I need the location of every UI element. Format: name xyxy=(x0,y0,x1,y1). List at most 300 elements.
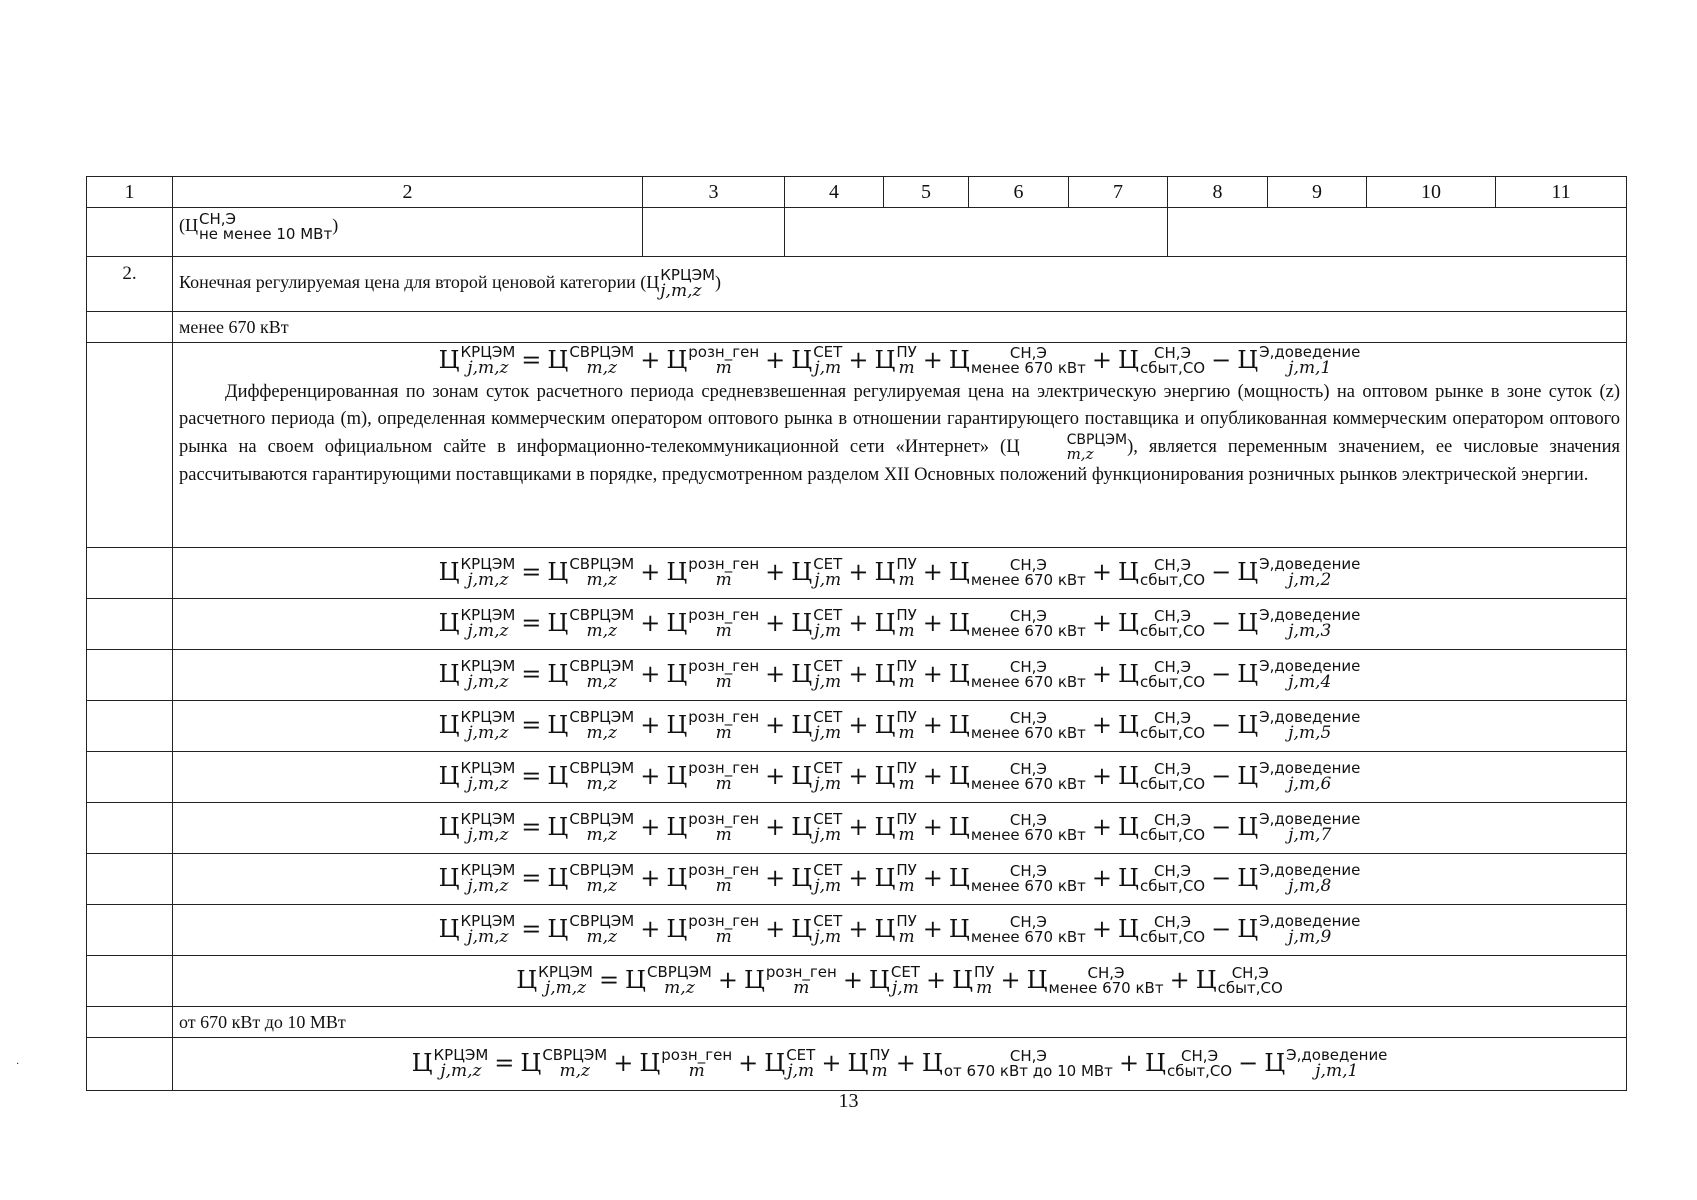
formula-operator: − xyxy=(1211,557,1232,586)
term-superscript: Э,доведение xyxy=(1259,810,1361,828)
term-base: Ц xyxy=(666,914,688,943)
term-superscript: Э,доведение xyxy=(1259,555,1361,573)
formula-term xyxy=(1026,964,1164,997)
subgroup-label: от 670 кВт до 10 МВт xyxy=(173,1007,1627,1038)
formula-term xyxy=(666,861,760,896)
term-subscript: j,m,z xyxy=(467,570,509,590)
term-superscript: ПУ xyxy=(896,810,917,828)
formula-operator: + xyxy=(765,557,786,586)
term-subscript: m,z xyxy=(664,978,695,998)
term-base: Ц xyxy=(666,608,688,637)
formula-operator: + xyxy=(842,965,863,994)
term-subscript: сбыт,СО xyxy=(1139,724,1206,742)
formula-row xyxy=(87,803,1627,854)
formula-operator: + xyxy=(613,1048,634,1077)
formula-operator: − xyxy=(1211,659,1232,688)
term-subscript: сбыт,СО xyxy=(1139,571,1206,589)
term-scripts xyxy=(971,915,1086,945)
term-base: Ц xyxy=(764,1048,786,1077)
term-base: Ц xyxy=(791,659,813,688)
formula-operator: = xyxy=(521,863,542,892)
term-subscript: j,m xyxy=(814,723,842,743)
term-base: Ц xyxy=(438,557,460,586)
term-subscript: m xyxy=(976,978,993,998)
term-base: Ц xyxy=(948,710,970,739)
term-superscript: СЕТ xyxy=(813,810,843,828)
term-superscript: ПУ xyxy=(896,343,917,361)
column-header: 8 xyxy=(1168,177,1268,208)
term-superscript: СВРЦЭМ xyxy=(569,708,635,726)
formula-operator: + xyxy=(640,345,661,374)
term-scripts xyxy=(896,863,916,895)
formula-operator: + xyxy=(738,1048,759,1077)
term-subscript: m,z xyxy=(586,774,617,794)
formula-term xyxy=(868,963,920,998)
term-base: Ц xyxy=(1264,1048,1286,1077)
term-superscript: СН,Э xyxy=(1154,862,1192,880)
term-superscript: СН,Э xyxy=(1231,964,1269,982)
term-scripts xyxy=(971,346,1086,376)
term-base: Ц xyxy=(547,812,569,841)
term-base: Ц xyxy=(547,557,569,586)
term-superscript: розн_ген xyxy=(688,708,760,726)
term-scripts xyxy=(1259,557,1360,589)
formula-operator: + xyxy=(1091,863,1113,892)
term-superscript: СН,Э xyxy=(1154,709,1192,727)
term-subscript: j,m xyxy=(814,774,842,794)
term-superscript: розн_ген xyxy=(688,606,760,624)
formula-operator: = xyxy=(598,965,620,994)
term-scripts xyxy=(974,965,994,997)
term-subscript: j,m xyxy=(814,876,842,896)
formula-term xyxy=(547,759,635,794)
term-subscript: m xyxy=(898,774,915,794)
term-superscript: СН,Э xyxy=(1154,913,1192,931)
term-base: Ц xyxy=(791,812,813,841)
continuation-cell: (Ц СН,Э не менее 10 МВт ) xyxy=(173,208,643,257)
term-base: Ц xyxy=(874,812,896,841)
column-header: 2 xyxy=(173,177,643,208)
section-title: Конечная регулируемая цена для второй ценовой категории (Ц КРЦЭМ j,m,z ) xyxy=(173,257,1627,312)
formula-operator: + xyxy=(717,965,738,994)
term-subscript: сбыт,СО xyxy=(1139,775,1206,793)
formula-operator: + xyxy=(848,761,869,790)
term-scripts xyxy=(461,812,516,844)
formula-operator: + xyxy=(640,557,661,586)
term-superscript: СВРЦЭМ xyxy=(542,1046,608,1064)
term-superscript: СН,Э xyxy=(1009,556,1047,574)
term-superscript: СН,Э xyxy=(1154,811,1192,829)
term-subscript: j,m,4 xyxy=(1288,672,1332,692)
formula-term xyxy=(516,963,593,998)
formula-operator: + xyxy=(640,863,661,892)
formula-term xyxy=(438,759,516,794)
term-scripts xyxy=(1140,711,1205,741)
term-superscript: КРЦЭМ xyxy=(460,912,516,930)
subgroup-label-row xyxy=(87,312,1627,343)
term-scripts xyxy=(461,863,516,895)
formula-operator: + xyxy=(640,608,661,637)
term-superscript: СН,Э xyxy=(1009,607,1047,625)
term-scripts xyxy=(1167,1049,1232,1079)
formula-row xyxy=(87,752,1627,803)
formula-operator: − xyxy=(1238,1048,1259,1077)
term-superscript: КРЦЭМ xyxy=(460,555,516,573)
term-superscript: СН,Э xyxy=(1009,658,1047,676)
term-base: Ц xyxy=(666,863,688,892)
term-base: Ц xyxy=(516,965,538,994)
formula-term xyxy=(1237,810,1361,845)
term-base: Ц xyxy=(438,914,460,943)
term-subscript: m xyxy=(715,621,732,641)
term-base: Ц xyxy=(1237,345,1259,374)
formula-operator: = xyxy=(521,557,542,586)
term-base: Ц xyxy=(1026,965,1048,994)
term-superscript: Э,доведение xyxy=(1259,708,1361,726)
term-superscript: СЕТ xyxy=(813,912,843,930)
formula-operator: + xyxy=(1091,914,1113,943)
formula-term xyxy=(547,657,635,692)
term-subscript: m,z xyxy=(586,358,617,378)
formula-term xyxy=(874,912,917,947)
term-superscript: СН,Э xyxy=(1009,862,1047,880)
formula-term xyxy=(952,963,995,998)
price-formula xyxy=(179,761,1620,793)
formula-term xyxy=(666,810,760,845)
term-base: Ц xyxy=(438,761,460,790)
term-scripts xyxy=(688,812,759,844)
term-scripts xyxy=(869,1048,889,1080)
term-subscript: m,z xyxy=(586,927,617,947)
term-superscript: СН,Э xyxy=(1181,1047,1219,1065)
formula-operator: = xyxy=(521,608,542,637)
section-number: 2. xyxy=(87,257,173,312)
term-base: Ц xyxy=(1118,557,1139,586)
formula-term xyxy=(666,657,760,692)
term-superscript: КРЦЭМ xyxy=(460,343,516,361)
term-base: Ц xyxy=(1118,659,1139,688)
term-base: Ц xyxy=(666,659,688,688)
price-formula xyxy=(179,710,1620,742)
formula-operator: + xyxy=(1118,1048,1140,1077)
formula-term xyxy=(639,1046,733,1081)
term-base: Ц xyxy=(874,914,896,943)
term-superscript: СВРЦЭМ xyxy=(646,963,712,981)
term-subscript: j,m,z xyxy=(467,927,509,947)
term-base: Ц xyxy=(666,345,688,374)
formula-term xyxy=(438,912,516,947)
term-scripts xyxy=(688,345,759,377)
term-scripts xyxy=(461,345,516,377)
term-subscript: m xyxy=(898,672,915,692)
term-superscript: Э,доведение xyxy=(1259,861,1361,879)
formula-term xyxy=(948,811,1086,844)
term-subscript: j,m xyxy=(814,672,842,692)
price-formula xyxy=(179,659,1620,691)
formula-term xyxy=(791,657,843,692)
term-scripts xyxy=(1140,346,1205,376)
term-base: Ц xyxy=(847,1048,869,1077)
term-scripts xyxy=(1218,966,1283,996)
formula-operator: = xyxy=(521,812,542,841)
formula-term xyxy=(874,759,917,794)
term-scripts xyxy=(971,813,1086,843)
term-subscript: j,m,z xyxy=(467,825,509,845)
term-scripts xyxy=(569,557,634,589)
formula-term xyxy=(1118,709,1206,742)
formula-operator: + xyxy=(765,659,786,688)
term-scripts xyxy=(896,345,916,377)
term-scripts xyxy=(1140,558,1205,588)
term-scripts xyxy=(786,1048,815,1080)
term-superscript: КРЦЭМ xyxy=(460,708,516,726)
term-base: Ц xyxy=(1237,557,1259,586)
formula-term xyxy=(791,759,843,794)
term-subscript: сбыт,СО xyxy=(1139,877,1206,895)
term-base: Ц xyxy=(948,659,970,688)
term-subscript: j,m xyxy=(814,621,842,641)
term-scripts xyxy=(569,608,634,640)
term-scripts xyxy=(1259,710,1360,742)
term-scripts xyxy=(891,965,920,997)
formula-term xyxy=(547,912,635,947)
term-scripts xyxy=(569,761,634,793)
term-base: Ц xyxy=(1118,761,1139,790)
term-scripts xyxy=(1140,864,1205,894)
term-base: Ц xyxy=(520,1048,542,1077)
formula-term xyxy=(438,708,516,743)
term-superscript: СЕТ xyxy=(813,708,843,726)
term-superscript: Э,доведение xyxy=(1259,759,1361,777)
term-scripts xyxy=(896,914,916,946)
formula-term xyxy=(874,606,917,641)
formula-operator: + xyxy=(765,345,786,374)
formula-operator: − xyxy=(1211,710,1232,739)
term-subscript: m xyxy=(898,358,915,378)
term-superscript: СЕТ xyxy=(786,1046,816,1064)
term-superscript: КРЦЭМ xyxy=(460,759,516,777)
formula-term xyxy=(666,555,760,590)
formula-operator: + xyxy=(848,345,869,374)
term-scripts xyxy=(813,863,842,895)
formula-term xyxy=(921,1047,1113,1080)
term-base: Ц xyxy=(547,914,569,943)
page-number: 13 xyxy=(838,1090,859,1112)
term-subscript: j,m xyxy=(814,358,842,378)
term-subscript: j,m,3 xyxy=(1288,621,1332,641)
term-scripts xyxy=(688,761,759,793)
term-subscript: m xyxy=(715,672,732,692)
formula-term xyxy=(1118,811,1206,844)
term-base: Ц xyxy=(874,761,896,790)
formula-term xyxy=(948,862,1086,895)
term-scripts xyxy=(688,608,759,640)
term-base: Ц xyxy=(948,608,970,637)
formula-term xyxy=(438,657,516,692)
term-subscript: сбыт,СО xyxy=(1139,622,1206,640)
term-scripts xyxy=(1049,966,1164,996)
term-superscript: розн_ген xyxy=(765,963,837,981)
term-superscript: ПУ xyxy=(896,555,917,573)
term-superscript: СН,Э xyxy=(1009,1047,1047,1065)
formula-row xyxy=(87,854,1627,905)
term-scripts xyxy=(1259,761,1360,793)
term-scripts xyxy=(1140,660,1205,690)
term-scripts xyxy=(971,864,1086,894)
formula-operator: + xyxy=(848,710,869,739)
term-subscript: от 670 кВт до 10 МВт xyxy=(943,1062,1113,1080)
term-superscript: СЕТ xyxy=(813,657,843,675)
term-scripts xyxy=(1259,345,1360,377)
formula-operator: + xyxy=(1169,965,1190,994)
term-base: Ц xyxy=(438,659,460,688)
term-superscript: КРЦЭМ xyxy=(460,657,516,675)
term-superscript: Э,доведение xyxy=(1259,343,1361,361)
formula-operator: + xyxy=(848,608,869,637)
formula-term xyxy=(1118,913,1206,946)
term-superscript: СН,Э xyxy=(1154,760,1192,778)
formula-term xyxy=(791,708,843,743)
term-scripts xyxy=(1140,813,1205,843)
term-base: Ц xyxy=(874,710,896,739)
formula-term xyxy=(438,606,516,641)
column-header: 6 xyxy=(969,177,1069,208)
term-scripts xyxy=(461,761,516,793)
term-subscript: j,m,z xyxy=(467,621,509,641)
term-superscript: ПУ xyxy=(869,1046,890,1064)
formula-term xyxy=(948,709,1086,742)
term-scripts xyxy=(569,710,634,742)
formula-term xyxy=(948,658,1086,691)
term-base: Ц xyxy=(438,812,460,841)
formula-term xyxy=(791,912,843,947)
term-scripts xyxy=(434,1048,489,1080)
formula-operator: + xyxy=(640,710,661,739)
term-subscript: m xyxy=(898,876,915,896)
term-scripts xyxy=(971,711,1086,741)
price-formula xyxy=(179,812,1620,844)
term-subscript: сбыт,СО xyxy=(1217,979,1283,997)
formula-operator: + xyxy=(922,863,943,892)
formula-operator: + xyxy=(922,659,943,688)
formula-row xyxy=(87,1038,1627,1091)
formula-term xyxy=(1145,1047,1233,1080)
term-scripts xyxy=(569,659,634,691)
formula-term xyxy=(948,760,1086,793)
column-header: 5 xyxy=(884,177,969,208)
term-subscript: m xyxy=(715,927,732,947)
formula-operator: + xyxy=(1000,965,1021,994)
term-base: Ц xyxy=(1237,812,1259,841)
term-scripts xyxy=(569,345,634,377)
formula-term xyxy=(743,963,837,998)
term-base: Ц xyxy=(639,1048,661,1077)
term-scripts xyxy=(461,914,516,946)
term-scripts xyxy=(971,609,1086,639)
formula-term xyxy=(1237,708,1361,743)
formula-term xyxy=(666,759,760,794)
term-scripts xyxy=(1259,863,1360,895)
term-scripts xyxy=(461,557,516,589)
formula-operator: + xyxy=(848,659,869,688)
term-subscript: j,m,z xyxy=(467,723,509,743)
term-base: Ц xyxy=(874,659,896,688)
term-subscript: m xyxy=(898,927,915,947)
term-superscript: Э,доведение xyxy=(1286,1046,1388,1064)
term-base: Ц xyxy=(547,659,569,688)
formula-operator: = xyxy=(521,914,542,943)
term-superscript: СН,Э xyxy=(1009,760,1047,778)
formula-term xyxy=(764,1046,816,1081)
formula-operator: + xyxy=(922,557,943,586)
term-superscript: СН,Э xyxy=(1009,344,1047,362)
formula-operator: − xyxy=(1211,863,1232,892)
formula-operator: + xyxy=(1091,761,1113,790)
term-superscript: ПУ xyxy=(896,606,917,624)
term-base: Ц xyxy=(868,965,890,994)
term-subscript: менее 670 кВт xyxy=(1048,979,1164,997)
term-subscript: m xyxy=(793,978,810,998)
formula-term xyxy=(874,657,917,692)
term-base: Ц xyxy=(921,1048,943,1077)
term-subscript: m xyxy=(898,621,915,641)
formula-term xyxy=(438,555,516,590)
term-base: Ц xyxy=(411,1048,433,1077)
term-subscript: менее 670 кВт xyxy=(970,928,1086,946)
formula-operator: + xyxy=(640,914,661,943)
formula-term xyxy=(1118,862,1206,895)
column-header: 10 xyxy=(1367,177,1496,208)
term-base: Ц xyxy=(438,710,460,739)
scan-speck: · xyxy=(16,1059,20,1070)
term-base: Ц xyxy=(791,557,813,586)
term-subscript: m,z xyxy=(586,723,617,743)
term-scripts xyxy=(1259,812,1360,844)
subgroup-label-row xyxy=(87,1007,1627,1038)
formula-operator: − xyxy=(1211,761,1232,790)
term-superscript: розн_ген xyxy=(688,343,760,361)
term-superscript: СЕТ xyxy=(813,861,843,879)
term-subscript: менее 670 кВт xyxy=(970,724,1086,742)
formula-operator: = xyxy=(494,1048,515,1077)
term-scripts xyxy=(688,659,759,691)
formula-term xyxy=(1118,344,1206,377)
continuation-row xyxy=(87,208,1627,257)
term-scripts xyxy=(688,710,759,742)
formula-term xyxy=(1237,861,1361,896)
term-subscript: менее 670 кВт xyxy=(970,826,1086,844)
term-superscript: ПУ xyxy=(896,861,917,879)
term-subscript: менее 670 кВт xyxy=(970,622,1086,640)
term-scripts xyxy=(896,812,916,844)
formula-operator: + xyxy=(848,812,869,841)
term-scripts xyxy=(813,812,842,844)
term-superscript: СЕТ xyxy=(890,963,920,981)
term-scripts xyxy=(661,1048,732,1080)
formula-term xyxy=(666,343,760,378)
term-superscript: ПУ xyxy=(896,657,917,675)
term-superscript: розн_ген xyxy=(688,912,760,930)
formula-term xyxy=(874,810,917,845)
tariff-table xyxy=(86,176,1627,1091)
term-subscript: менее 670 кВт xyxy=(970,775,1086,793)
term-base: Ц xyxy=(1195,965,1217,994)
formula-term xyxy=(1118,607,1206,640)
term-subscript: сбыт,СО xyxy=(1139,826,1206,844)
term-superscript: СЕТ xyxy=(813,343,843,361)
term-base: Ц xyxy=(874,608,896,637)
price-formula xyxy=(179,914,1620,946)
